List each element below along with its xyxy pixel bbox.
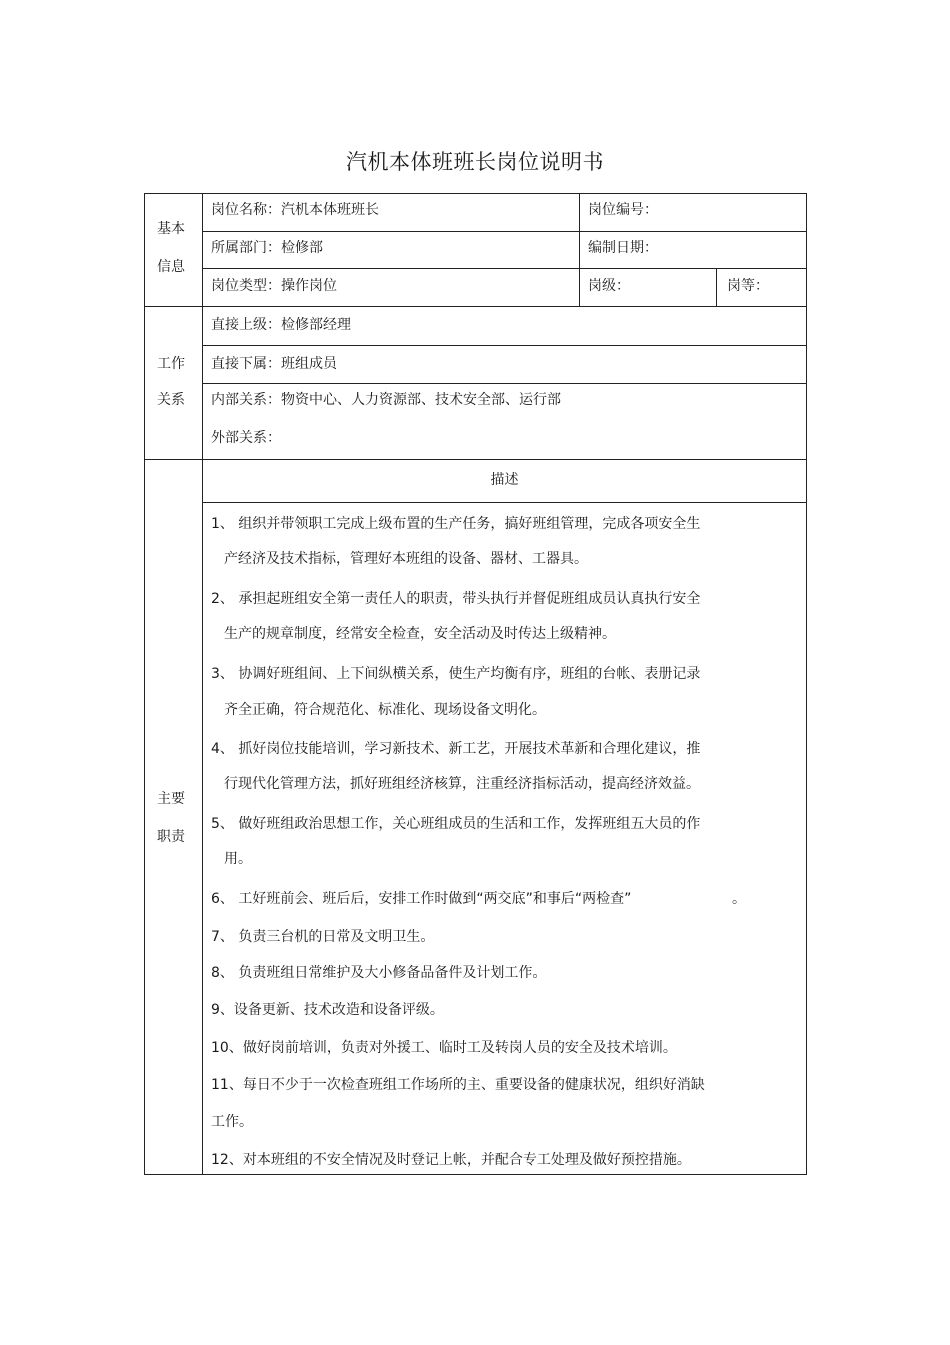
direct-superior: 直接上级：检修部经理 [211, 317, 351, 333]
duties-label-2: 职责 [157, 829, 185, 845]
row-divider [202, 502, 807, 503]
duties-header: 描述 [490, 472, 519, 488]
section-divider [144, 306, 807, 307]
row-divider [202, 231, 807, 232]
post-grade: 岗级： [588, 278, 630, 294]
direct-subordinate: 直接下属：班组成员 [211, 356, 337, 372]
external-relations: 外部关系： [211, 430, 281, 446]
duty-line: 9、设备更新、技术改造和设备评级。 [211, 1002, 444, 1018]
post-type: 岗位类型：操作岗位 [211, 278, 337, 294]
duty-line: 12、对本班组的不安全情况及时登记上帐，并配合专工处理及做好预控措施。 [211, 1152, 691, 1168]
post-rank: 岗等： [727, 278, 769, 294]
column-divider [202, 193, 203, 1175]
section-divider [144, 459, 807, 460]
internal-relations: 内部关系：物资中心、人力资源部、技术安全部、运行部 [211, 392, 561, 408]
duty-line: 10、做好岗前培训，负责对外援工、临时工及转岗人员的安全及技术培训。 [211, 1040, 677, 1056]
department: 所属部门：检修部 [211, 240, 323, 256]
duty-line: 齐全正确，符合规范化、标准化、现场设备文明化。 [224, 702, 546, 718]
duty-line: 产经济及技术指标，管理好本班组的设备、器材、工器具。 [224, 551, 588, 567]
relations-label-2: 关系 [157, 392, 185, 408]
column-divider [579, 193, 580, 307]
page-title: 汽机本体班班长岗位说明书 [346, 150, 604, 174]
post-number: 岗位编号： [588, 202, 658, 218]
table-border-right [806, 193, 807, 1175]
row-divider [202, 345, 807, 346]
relations-label-1: 工作 [157, 356, 185, 372]
basic-info-label-1: 基本 [157, 221, 185, 237]
table-border-top [144, 193, 807, 194]
duty-line: 4、 抓好岗位技能培训，学习新技术、新工艺，开展技术革新和合理化建议，推 [211, 741, 701, 757]
row-divider [202, 383, 807, 384]
table-border-left [144, 193, 145, 1175]
duty-line: 工作。 [211, 1114, 253, 1130]
table-border-bottom [144, 1174, 807, 1175]
duty-line: 。 [732, 891, 746, 907]
column-divider [716, 268, 717, 307]
duty-line: 7、 负责三台机的日常及文明卫生。 [211, 929, 435, 945]
duty-line: 生产的规章制度，经常安全检查，安全活动及时传达上级精神。 [224, 626, 616, 642]
duty-line: 用。 [224, 851, 252, 867]
basic-info-label-2: 信息 [157, 259, 185, 275]
duty-line: 6、 工好班前会、班后后，安排工作时做到“两交底”和事后“两检查” [211, 891, 632, 907]
duty-line: 2、 承担起班组安全第一责任人的职责，带头执行并督促班组成员认真执行安全 [211, 591, 701, 607]
duty-line: 5、 做好班组政治思想工作，关心班组成员的生活和工作，发挥班组五大员的作 [211, 816, 701, 832]
duty-line: 3、 协调好班组间、上下间纵横关系，使生产均衡有序，班组的台帐、表册记录 [211, 666, 701, 682]
post-name: 岗位名称：汽机本体班班长 [211, 202, 379, 218]
duty-line: 1、 组织并带领职工完成上级布置的生产任务，搞好班组管理，完成各项安全生 [211, 516, 701, 532]
duty-line: 行现代化管理方法，抓好班组经济核算，注重经济指标活动，提高经济效益。 [224, 776, 700, 792]
compile-date: 编制日期： [588, 240, 658, 256]
duty-line: 11、每日不少于一次检查班组工作场所的主、重要设备的健康状况，组织好消缺 [211, 1077, 705, 1093]
duties-label-1: 主要 [157, 791, 185, 807]
duty-line: 8、 负责班组日常维护及大小修备品备件及计划工作。 [211, 965, 547, 981]
